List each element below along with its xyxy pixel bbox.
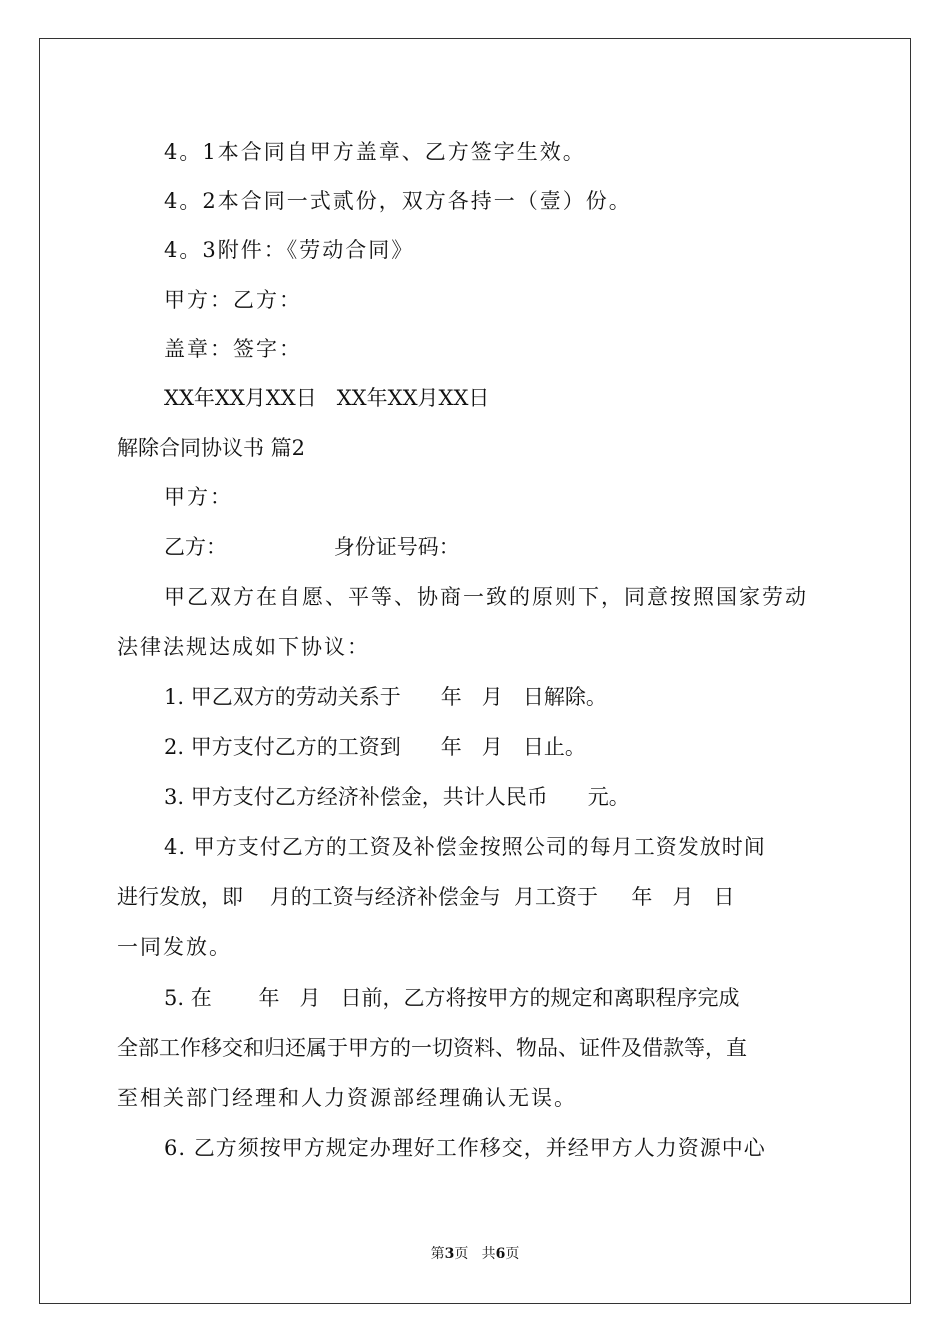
text-line: 乙方： 身份证号码：	[164, 535, 460, 559]
text-line: 4。3附件：《劳动合同》	[164, 238, 415, 262]
footer-total-pages: 6	[495, 1246, 506, 1262]
list-item: 5. 在 年 月 日前，乙方将按甲方的规定和离职程序完成	[164, 986, 740, 1010]
text-line: XX年XX月XX日 XX年XX月XX日	[164, 386, 490, 410]
text-line: 甲乙双方在自愿、平等、协商一致的原则下，同意按照国家劳动	[164, 585, 808, 609]
list-item: 4. 甲方支付乙方的工资及补偿金按照公司的每月工资发放时间	[164, 835, 766, 859]
text-line: 甲方：乙方：	[164, 288, 302, 312]
page-frame	[39, 38, 911, 1304]
footer-suffix: 页	[505, 1246, 520, 1262]
section-heading: 解除合同协议书 篇2	[117, 436, 306, 460]
text-line: 盖章：签字：	[164, 337, 302, 361]
page-footer	[0, 1244, 950, 1264]
text-line: 甲方：	[164, 485, 233, 509]
text-line: 全部工作移交和归还属于甲方的一切资料、物品、证件及借款等，直	[117, 1036, 747, 1060]
list-item: 3. 甲方支付乙方经济补偿金，共计人民币 元。	[164, 785, 630, 809]
list-item: 1. 甲乙双方的劳动关系于 年 月 日解除。	[164, 685, 607, 709]
list-item: 6. 乙方须按甲方规定办理好工作移交，并经甲方人力资源中心	[164, 1136, 766, 1160]
footer-prefix: 第	[430, 1246, 445, 1262]
footer-mid: 页 共	[454, 1246, 496, 1262]
text-line: 至相关部门经理和人力资源部经理确认无误。	[117, 1086, 577, 1110]
text-line: 一同发放。	[117, 935, 232, 959]
footer-page-number: 3	[444, 1246, 455, 1262]
list-item: 2. 甲方支付乙方的工资到 年 月 日止。	[164, 735, 586, 759]
text-line: 4。1本合同自甲方盖章、乙方签字生效。	[164, 140, 586, 164]
text-line: 法律法规达成如下协议：	[117, 635, 370, 659]
text-line: 进行发放，即 月的工资与经济补偿金与 月工资于 年 月 日	[117, 885, 735, 909]
text-line: 4。2本合同一式贰份，双方各持一（壹）份。	[164, 189, 632, 213]
